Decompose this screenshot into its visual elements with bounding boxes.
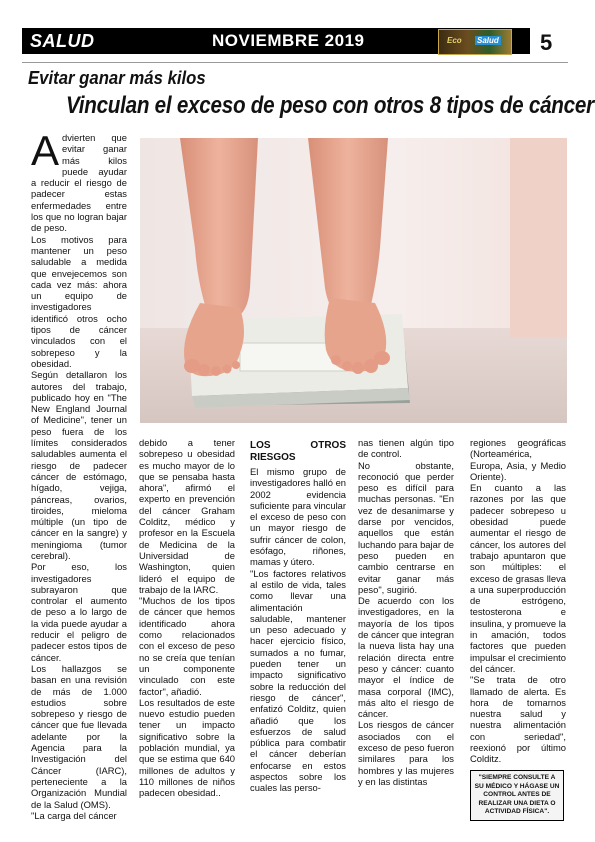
paragraph: Los motivos para mantener un peso saludable a medida que envejecemos son cada vez más: ahora un equipo de investigadores identificó otros ocho tipos de cáncer vinculados con el sobrepeso y la obesidad.	[31, 233, 127, 369]
section-label: SALUD	[30, 31, 95, 51]
article-headline: Vinculan el exceso de peso con otros 8 tipos de cáncer	[66, 92, 594, 119]
paragraph: El mismo grupo de investigadores halló en 2002 evidencia suficiente para vincular el exceso de peso con un mayor riesgo de sufrir cáncer de colon, esófago, riñones, mamas y útero.	[250, 466, 346, 568]
paragraph: De acuerdo con los investigadores, en la mayoría de los tipos de cáncer que integran la nueva lista hay una relación directa entre peso y cáncer: cuanto mayor el índice de masa corporal (IMC), más alto el riesgo de cáncer.	[358, 595, 454, 720]
paragraph: debido a tener sobrepeso u obesidad es mucho mayor de lo que se pensaba hasta ahora", afirmó el experto en prevención del cáncer Graham Colditz, médico y profesor en la Escuela de Medicina de la Universidad de Washington, quien lideró el equipo de trabajo de la IARC.	[139, 437, 235, 595]
article-column-1	[31, 127, 127, 821]
header-rule	[22, 62, 568, 63]
logo-word-2: Salud	[477, 36, 499, 45]
paragraph: "Muchos de los tipos de cáncer que hemos identificado ahora como relacionados con el exceso de peso no se creía que tenían un componente vinculado con este factor", añadió.	[139, 595, 235, 697]
paragraph: En cuanto a las razones por las que padecer sobrepeso u obesidad puede aumentar el riesgo de cáncer, los autores del trabajo apuntaron que son múltiples: el exceso de grasas lleva a una superproducción de estrógeno, testosterona e insulina, y promueve la in amación, todos factores que pueden impulsar el crecimiento del cáncer.	[470, 482, 566, 674]
paragraph: "Los factores relativos al estilo de vida, tales como llevar una alimentación saludable, mantener un peso adecuado y hacer ejercicio físico, sumados a no fumar, pueden tener un impacto significativo sobre la reducción del riesgo de cáncer", enfatizó Colditz, quien añadió que los esfuerzos de salud pública para combatir el cáncer deberían enfocarse en estos aspectos sobre los cuales las perso-	[250, 567, 346, 794]
article-column-2	[139, 437, 235, 799]
paragraph: regiones geográficas (Norteamérica, Europa, Asia, y Medio Oriente).	[470, 437, 566, 482]
article-column-3	[250, 440, 346, 794]
paragraph: "La carga del cáncer	[31, 809, 117, 821]
logo-word-1: Eco	[447, 36, 462, 45]
drop-cap: A	[31, 127, 60, 174]
feet-on-scale-illustration	[140, 138, 567, 423]
paragraph: Los riesgos de cáncer asociados con el exceso de peso fueron similares para los hombres y las mujeres y en las distintas	[358, 719, 454, 787]
paragraph: Los hallazgos se basan en una revisión de más de 1.000 estudios sobre sobrepeso y riesgo de cáncer que fue llevada adelante por la Agencia para la Investigación del Cáncer (IARC), perteneciente a la Organización Mundial de la Salud (OMS).	[31, 662, 127, 810]
article-column-4	[358, 437, 454, 787]
paragraph: "Se trata de otro llamado de alerta. Es hora de tomarnos nuestra salud y nuestra alimentación con seriedad", reexionó por último Colditz.	[470, 674, 566, 765]
article-kicker: Evitar ganar más kilos	[28, 68, 206, 88]
paragraph	[31, 127, 127, 234]
paragraph: Por eso, los investigadores subrayaron que controlar el aumento de peso a lo largo de la vida puede ayudar a reducir el peligro de padecer estos tipos de cáncer.	[31, 561, 127, 663]
publication-logo	[438, 29, 512, 55]
paragraph: nas tienen algún tipo de control.	[358, 437, 454, 460]
paragraph: Los resultados de este nuevo estudio pueden tener un impacto significativo sobre la población mundial, ya que se estima que 640 millones de adultos y 110 millones de niños padecen obesidad..	[139, 696, 235, 799]
paragraph: No obstante, reconoció que perder peso es difícil para muchas personas. "En vez de desanimarse y darse por vencidos, aquellos que están luchando para bajar de peso pueden en cambio centrarse en evitar ganar más peso", sugirió.	[358, 459, 454, 595]
issue-date: NOVIEMBRE 2019	[212, 31, 365, 50]
article-column-5	[470, 437, 566, 765]
article-photo-feet-on-scale	[140, 138, 567, 423]
paragraph: Según detallaron los autores del trabajo, publicado hoy en "The New England Journal of Medicine", tener un peso fuera de los límites considerados saludables aumenta el riesgo de padecer cáncer de estómago, hígado, vejiga, páncreas, ovarios, tiroides, mieloma múltiple (un tipo de cáncer en la sangre) y meningioma (tumor cerebral).	[31, 369, 127, 561]
lead-text: dvierten que evitar ganar más kilos puede ayudar a reducir el riesgo de padecer estas enfermedades entre los que no logran bajar de peso.	[31, 132, 127, 234]
advice-box: "SIEMPRE CONSULTE A SU MÉDICO Y HÁGASE UN CONTROL ANTES DE REALIZAR UNA DIETA O ACTIVIDAD FÍSICA".	[470, 770, 564, 821]
section-subhead: LOS OTROS RIESGOS	[250, 440, 346, 463]
page-number: 5	[540, 30, 553, 55]
